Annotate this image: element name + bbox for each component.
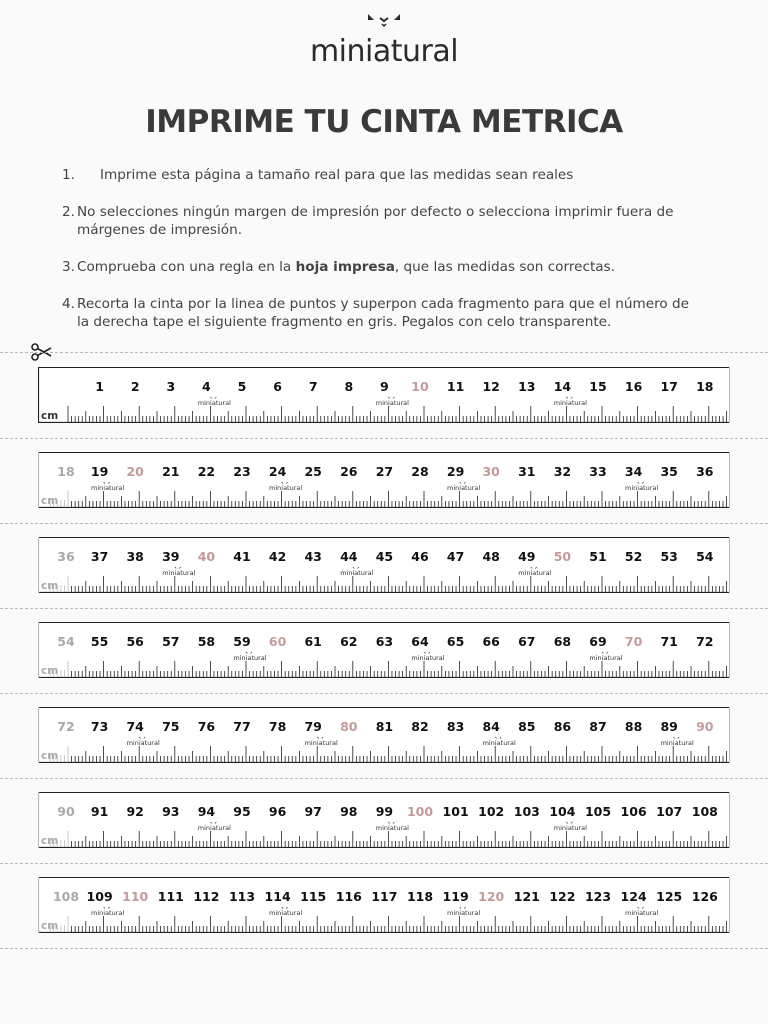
watermark-logo: miniatural bbox=[375, 824, 409, 832]
ruler-number: 47 bbox=[446, 549, 465, 564]
ruler-strip bbox=[38, 707, 730, 763]
watermark-logo: miniatural bbox=[375, 399, 409, 407]
watermark-logo: miniatural bbox=[197, 824, 231, 832]
ruler-number: 88 bbox=[624, 719, 643, 734]
ruler-number: 21 bbox=[162, 464, 180, 479]
unit-label: cm bbox=[41, 835, 59, 847]
ruler-number: 60 bbox=[268, 634, 287, 649]
overlap-number: 36 bbox=[57, 549, 75, 564]
ruler-number: 58 bbox=[197, 634, 216, 649]
ruler-number: 71 bbox=[660, 634, 678, 649]
cut-line bbox=[0, 778, 768, 779]
watermark-logo: miniatural bbox=[589, 654, 623, 662]
ruler-svg bbox=[38, 537, 730, 593]
watermark-logo: miniatural bbox=[625, 909, 659, 917]
ruler-number: 82 bbox=[411, 719, 429, 734]
ruler-number: 10 bbox=[411, 379, 429, 394]
unit-label: cm bbox=[41, 410, 59, 422]
ruler-number: 113 bbox=[228, 889, 256, 904]
ruler-number: 85 bbox=[518, 719, 536, 734]
ruler-number: 118 bbox=[406, 889, 434, 904]
ruler-svg bbox=[38, 792, 730, 848]
watermark-logo: miniatural bbox=[269, 484, 303, 492]
instruction-step: 3. Comprueba con una regla en la hoja impresa, que las medidas son correctas. bbox=[62, 259, 616, 275]
ruler-number: 8 bbox=[344, 379, 354, 394]
ruler-strip bbox=[38, 367, 730, 423]
ruler-number: 78 bbox=[268, 719, 287, 734]
watermark-logo: miniatural bbox=[553, 399, 587, 407]
ruler-number: 54 bbox=[696, 549, 714, 564]
ruler-number: 69 bbox=[589, 634, 607, 649]
ruler-number: 17 bbox=[660, 379, 678, 394]
cut-line bbox=[0, 863, 768, 864]
watermark-logo: miniatural bbox=[197, 399, 231, 407]
ruler-number: 87 bbox=[589, 719, 607, 734]
ruler-number: 3 bbox=[166, 379, 176, 394]
cut-line bbox=[0, 523, 768, 524]
ruler-number: 30 bbox=[482, 464, 500, 479]
unit-label: cm bbox=[41, 665, 59, 677]
ruler-svg bbox=[38, 622, 730, 678]
ruler-svg bbox=[38, 452, 730, 508]
ruler-number: 86 bbox=[553, 719, 572, 734]
ruler-number: 65 bbox=[446, 634, 465, 649]
cut-line bbox=[0, 693, 768, 694]
bold-phrase: hoja impresa bbox=[295, 259, 395, 275]
ruler-number: 66 bbox=[482, 634, 500, 649]
ruler-number: 70 bbox=[624, 634, 643, 649]
ruler-number: 29 bbox=[446, 464, 465, 479]
ruler-number: 64 bbox=[411, 634, 429, 649]
watermark-logo: miniatural bbox=[91, 909, 125, 917]
cut-line bbox=[0, 352, 768, 353]
instruction-step: 2. No selecciones ningún margen de impresión por defecto o selecciona imprimir fuera de márgenes de impresión. bbox=[62, 204, 674, 238]
ruler-number: 81 bbox=[375, 719, 394, 734]
ruler-number: 59 bbox=[233, 634, 251, 649]
ruler-number: 62 bbox=[340, 634, 358, 649]
ruler-number: 111 bbox=[157, 889, 184, 904]
ruler-number: 43 bbox=[304, 549, 322, 564]
ruler-svg bbox=[38, 707, 730, 763]
ruler-number: 36 bbox=[696, 464, 714, 479]
ruler-number: 80 bbox=[340, 719, 358, 734]
ruler-number: 45 bbox=[375, 549, 394, 564]
ruler-number: 37 bbox=[90, 549, 109, 564]
ruler-number: 109 bbox=[86, 889, 113, 904]
watermark-logo: miniatural bbox=[660, 739, 694, 747]
ruler-number: 53 bbox=[660, 549, 678, 564]
overlap-number: 72 bbox=[57, 719, 75, 734]
watermark-logo: miniatural bbox=[269, 909, 303, 917]
ruler-number: 26 bbox=[340, 464, 358, 479]
ruler-number: 55 bbox=[90, 634, 109, 649]
ruler-number: 57 bbox=[162, 634, 180, 649]
ruler-number: 68 bbox=[553, 634, 572, 649]
ruler-number: 27 bbox=[375, 464, 394, 479]
watermark-logo: miniatural bbox=[553, 824, 587, 832]
ruler-number: 16 bbox=[624, 379, 643, 394]
ruler-number: 119 bbox=[442, 889, 469, 904]
ruler-number: 90 bbox=[696, 719, 714, 734]
ruler-number: 19 bbox=[90, 464, 109, 479]
watermark-logo: miniatural bbox=[126, 739, 160, 747]
overlap-number: 54 bbox=[57, 634, 75, 649]
instructions-list bbox=[62, 166, 702, 350]
ruler-number: 107 bbox=[656, 804, 683, 819]
watermark-logo: miniatural bbox=[162, 569, 196, 577]
ruler-number: 52 bbox=[624, 549, 643, 564]
watermark-logo: miniatural bbox=[304, 739, 338, 747]
ruler-number: 7 bbox=[308, 379, 318, 394]
ruler-number: 121 bbox=[513, 889, 540, 904]
ruler-number: 25 bbox=[304, 464, 322, 479]
ruler-number: 42 bbox=[268, 549, 287, 564]
ruler-number: 108 bbox=[691, 804, 718, 819]
ruler-number: 103 bbox=[513, 804, 540, 819]
ruler-number: 9 bbox=[380, 379, 389, 394]
instruction-step: 4. Recorta la cinta por la linea de puntos y superpon cada fragmento para que el número de la derecha tape el siguiente fragmento en gris. Pegalos con celo transparente. bbox=[62, 296, 690, 330]
ruler-number: 34 bbox=[624, 464, 643, 479]
ruler-number: 83 bbox=[446, 719, 465, 734]
ruler-number: 24 bbox=[268, 464, 287, 479]
ruler-number: 75 bbox=[162, 719, 180, 734]
ruler-strip bbox=[38, 877, 730, 933]
cut-line bbox=[0, 438, 768, 439]
ruler-number: 1 bbox=[95, 379, 104, 394]
ruler-number: 11 bbox=[446, 379, 465, 394]
ruler-number: 49 bbox=[518, 549, 536, 564]
ruler-number: 92 bbox=[126, 804, 144, 819]
ruler-number: 115 bbox=[300, 889, 327, 904]
ruler-number: 84 bbox=[482, 719, 500, 734]
ruler-strip bbox=[38, 622, 730, 678]
ruler-number: 94 bbox=[197, 804, 216, 819]
ruler-number: 98 bbox=[340, 804, 358, 819]
ruler-number: 96 bbox=[268, 804, 287, 819]
ruler-number: 5 bbox=[237, 379, 247, 394]
ruler-number: 31 bbox=[518, 464, 536, 479]
ruler-number: 114 bbox=[264, 889, 291, 904]
ruler-number: 101 bbox=[442, 804, 469, 819]
ruler-number: 117 bbox=[371, 889, 398, 904]
overlap-number: 18 bbox=[57, 464, 75, 479]
ruler-number: 56 bbox=[126, 634, 144, 649]
ruler-number: 72 bbox=[696, 634, 714, 649]
ruler-number: 32 bbox=[553, 464, 572, 479]
ruler-number: 77 bbox=[233, 719, 251, 734]
watermark-logo: miniatural bbox=[233, 654, 267, 662]
ruler-number: 102 bbox=[478, 804, 505, 819]
ruler-number: 73 bbox=[90, 719, 109, 734]
overlap-number: 90 bbox=[57, 804, 75, 819]
ruler-number: 63 bbox=[375, 634, 394, 649]
ruler-strip bbox=[38, 452, 730, 508]
ruler-number: 93 bbox=[162, 804, 180, 819]
brand-logo bbox=[0, 12, 768, 69]
ruler-number: 40 bbox=[197, 549, 216, 564]
ruler-number: 2 bbox=[130, 379, 140, 394]
ruler-number: 95 bbox=[233, 804, 251, 819]
ruler-number: 15 bbox=[589, 379, 607, 394]
ruler-number: 125 bbox=[656, 889, 683, 904]
ruler-number: 74 bbox=[126, 719, 144, 734]
ruler-number: 104 bbox=[549, 804, 576, 819]
ruler-number: 44 bbox=[340, 549, 358, 564]
ruler-number: 35 bbox=[660, 464, 678, 479]
ruler-strip bbox=[38, 537, 730, 593]
ruler-number: 28 bbox=[411, 464, 429, 479]
ruler-number: 123 bbox=[584, 889, 612, 904]
ruler-svg bbox=[38, 877, 730, 933]
ruler-number: 22 bbox=[197, 464, 216, 479]
ruler-number: 14 bbox=[553, 379, 572, 394]
watermark-logo: miniatural bbox=[340, 569, 374, 577]
watermark-logo: miniatural bbox=[482, 739, 516, 747]
instruction-step: 1. Imprime esta página a tamaño real para que las medidas sean reales bbox=[62, 167, 574, 183]
ruler-svg bbox=[38, 367, 730, 423]
ruler-number: 33 bbox=[589, 464, 607, 479]
ruler-number: 116 bbox=[335, 889, 362, 904]
ruler-number: 67 bbox=[518, 634, 536, 649]
ruler-number: 124 bbox=[620, 889, 647, 904]
ruler-number: 39 bbox=[162, 549, 180, 564]
unit-label: cm bbox=[41, 495, 59, 507]
ruler-number: 51 bbox=[589, 549, 607, 564]
brand-name: miniatural bbox=[309, 34, 459, 69]
watermark-logo: miniatural bbox=[411, 654, 445, 662]
ruler-number: 110 bbox=[122, 889, 149, 904]
ruler-number: 100 bbox=[406, 804, 434, 819]
ruler-number: 105 bbox=[584, 804, 612, 819]
ruler-number: 20 bbox=[126, 464, 144, 479]
ruler-number: 6 bbox=[273, 379, 282, 394]
cut-line bbox=[0, 608, 768, 609]
ruler-number: 91 bbox=[90, 804, 109, 819]
unit-label: cm bbox=[41, 580, 59, 592]
ruler-number: 50 bbox=[553, 549, 572, 564]
overlap-number: 108 bbox=[52, 889, 80, 904]
ruler-number: 61 bbox=[304, 634, 322, 649]
ruler-number: 48 bbox=[482, 549, 500, 564]
ruler-number: 41 bbox=[233, 549, 251, 564]
ruler-number: 79 bbox=[304, 719, 322, 734]
ruler-number: 126 bbox=[691, 889, 718, 904]
ruler-number: 18 bbox=[696, 379, 714, 394]
ruler-number: 38 bbox=[126, 549, 144, 564]
ruler-number: 4 bbox=[202, 379, 211, 394]
watermark-logo: miniatural bbox=[447, 909, 481, 917]
watermark-logo: miniatural bbox=[91, 484, 125, 492]
ruler-number: 122 bbox=[549, 889, 576, 904]
watermark-logo: miniatural bbox=[625, 484, 659, 492]
watermark-logo: miniatural bbox=[447, 484, 481, 492]
ruler-number: 89 bbox=[660, 719, 678, 734]
ruler-number: 112 bbox=[193, 889, 220, 904]
ruler-number: 76 bbox=[197, 719, 216, 734]
ruler-number: 97 bbox=[304, 804, 322, 819]
cut-line bbox=[0, 948, 768, 949]
ruler-number: 99 bbox=[375, 804, 394, 819]
ruler-number: 23 bbox=[233, 464, 251, 479]
unit-label: cm bbox=[41, 750, 59, 762]
unit-label: cm bbox=[41, 920, 59, 932]
ruler-number: 12 bbox=[482, 379, 500, 394]
ruler-strip bbox=[38, 792, 730, 848]
cat-ears-icon bbox=[364, 12, 404, 32]
ruler-number: 106 bbox=[620, 804, 647, 819]
ruler-number: 13 bbox=[518, 379, 536, 394]
page-title: IMPRIME TU CINTA METRICA bbox=[145, 104, 623, 140]
watermark-logo: miniatural bbox=[518, 569, 552, 577]
ruler-number: 46 bbox=[411, 549, 429, 564]
ruler-number: 120 bbox=[478, 889, 505, 904]
